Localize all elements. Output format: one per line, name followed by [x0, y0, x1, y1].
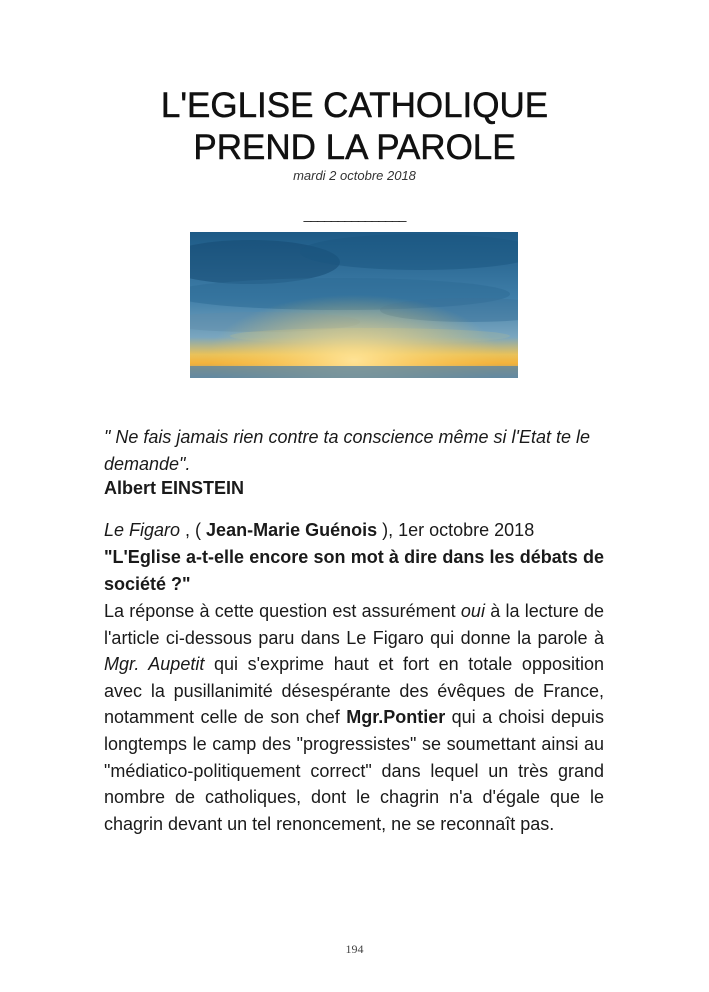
article-date: ), 1er octobre 2018 [377, 520, 535, 540]
body-emphasis-oui: oui [460, 601, 485, 621]
author-last-name: EINSTEIN [161, 478, 245, 498]
body-text-4: qui a choisi depuis longtemps le camp des "progressistes" se soumettant ainsi au "médiatico-politiquement correct" dans lequel un très grand nombre de catholiques, dont le chagrin n'a d'égale que le chagrin devant un tel renoncement, ne se reconnaît pas. [104, 707, 604, 834]
article-author: Jean-Marie Guénois [206, 520, 378, 540]
body-text-2: à la lecture de l'article ci-dessous paru dans Le Figaro qui donne la parole à [104, 601, 604, 648]
sky-illustration [190, 232, 518, 378]
body-emphasis-aupetit: Mgr. Aupetit [104, 654, 205, 675]
sky-sunset-image [190, 232, 518, 378]
body-strong-pontier: Mgr.Pontier [346, 707, 446, 728]
publication-name: Le Figaro [104, 520, 181, 540]
publication-date: mardi 2 octobre 2018 [293, 168, 416, 183]
epigraph-quote: " Ne fais jamais rien contre ta conscience même si l'Etat te le demande". [104, 427, 591, 474]
page-title-line-2: PREND LA PAROLE [193, 128, 516, 167]
page-number: 194 [345, 942, 364, 956]
author-first-name: Albert [104, 478, 157, 498]
source-separator: , ( [180, 520, 207, 540]
separator-rule: _______________ [303, 206, 406, 222]
page-title-line-1: L'EGLISE CATHOLIQUE [160, 86, 549, 125]
body-text-3: qui s'exprime haut et fort en totale opposition avec la pusillanimité désespérante des évêques de France, notamment celle de son chef [104, 654, 604, 728]
article-source [104, 517, 604, 544]
epigraph-author [104, 475, 604, 502]
article-body [104, 598, 604, 837]
article-headline: "L'Eglise a-t-elle encore son mot à dire dans les débats de société ?" [104, 547, 604, 594]
body-text-1: La réponse à cette question est assurément [104, 601, 461, 621]
